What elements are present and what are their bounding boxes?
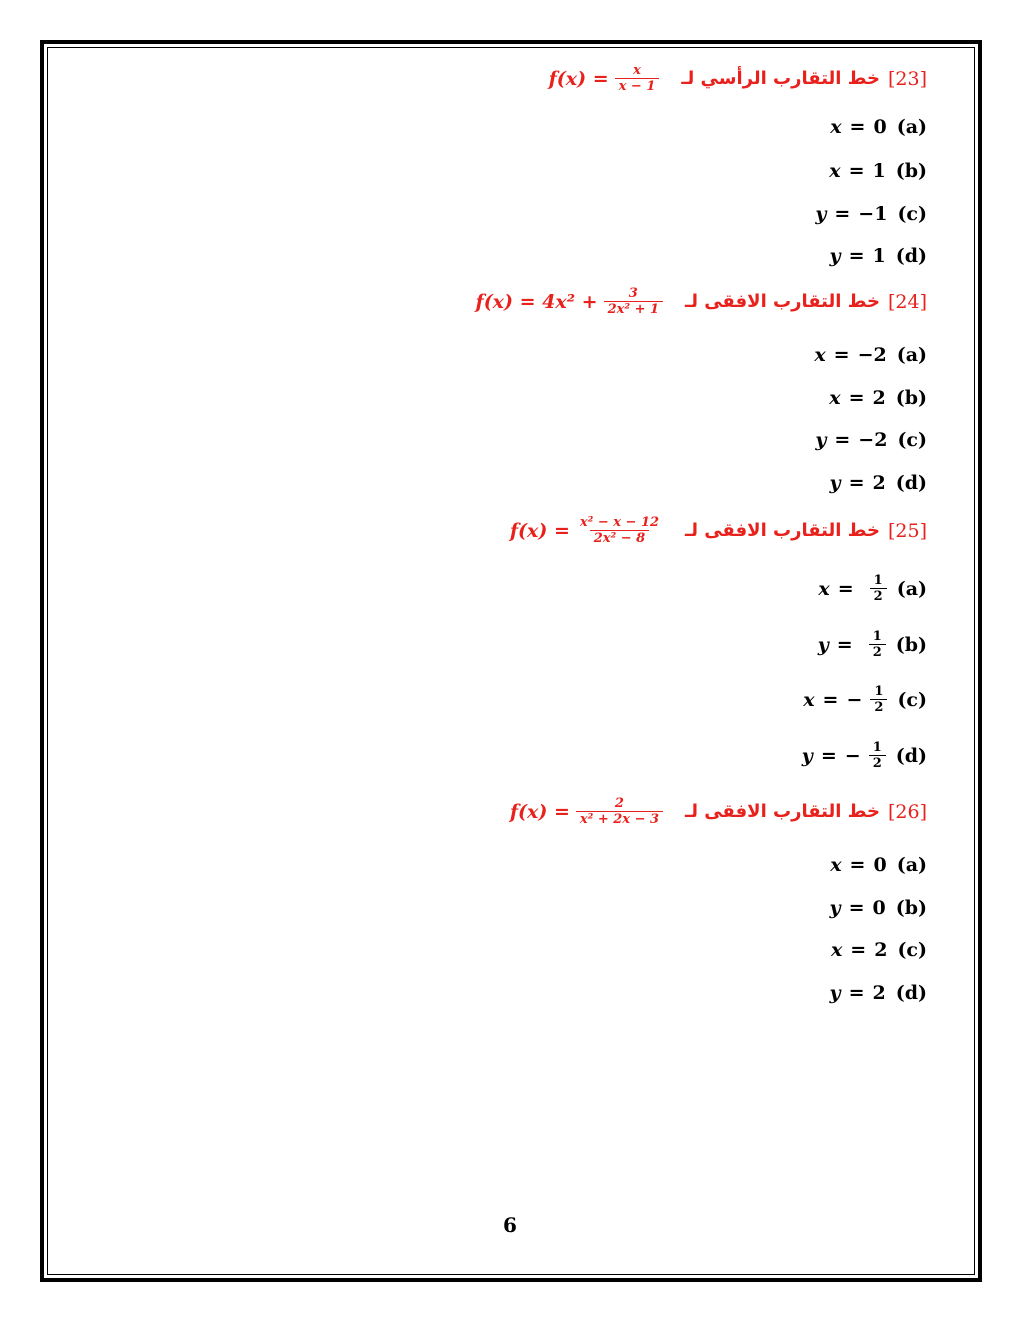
option-label: (a) (896, 577, 927, 600)
option-label: (b) (895, 160, 927, 182)
fraction-numerator: x² − x − 12 (579, 515, 660, 530)
question-26 (510, 796, 927, 827)
option-25-d[interactable]: y = − $\frac{1}{2}$ (d) (801, 740, 927, 771)
question-text: خط التقارب الرأسي لـ (681, 68, 880, 89)
formula-lhs: f(x) = (509, 519, 570, 542)
option-24-a[interactable]: x = −2 (a) (814, 344, 927, 366)
formula-fraction (604, 286, 663, 317)
question-text: خط التقارب الافقى لـ (685, 801, 880, 822)
option-label: (d) (895, 744, 927, 767)
formula-lhs: f(x) = 4x² + (475, 290, 598, 313)
question-24 (476, 286, 927, 317)
option-23-b[interactable]: x = 1 (b) (829, 160, 927, 182)
question-formula (476, 286, 664, 317)
formula-lhs: f(x) = (548, 67, 609, 90)
option-fraction: $\frac{1}{2}$ (870, 684, 887, 715)
option-label: (a) (896, 344, 927, 366)
question-25 (510, 515, 927, 546)
option-23-d[interactable]: y = 1 (d) (829, 245, 927, 267)
option-label: (d) (895, 245, 927, 267)
option-25-c[interactable]: x = − $\frac{1}{2}$ (c) (803, 684, 927, 715)
question-number: [25] (887, 519, 927, 542)
formula-fraction (615, 63, 660, 94)
option-label: (b) (895, 633, 927, 656)
option-26-d[interactable]: y = 2 (d) (829, 982, 927, 1004)
option-label: (c) (897, 939, 927, 961)
question-formula (510, 796, 663, 827)
option-25-b[interactable]: y = $\frac{1}{2}$ (b) (817, 629, 927, 660)
fraction-numerator: 2 (614, 796, 624, 811)
formula-fraction (576, 515, 663, 546)
fraction-denominator: 2x² + 1 (604, 301, 663, 317)
option-24-b[interactable]: x = 2 (b) (829, 387, 927, 409)
fraction-denominator: 2x² − 8 (590, 530, 649, 546)
option-label: (b) (895, 387, 927, 409)
option-label: (d) (895, 472, 927, 494)
fraction-denominator: x − 1 (615, 78, 660, 94)
option-label: (b) (895, 897, 927, 919)
option-26-a[interactable]: x = 0 (a) (830, 854, 927, 876)
option-label: (c) (897, 688, 927, 711)
question-text: خط التقارب الافقى لـ (685, 291, 880, 312)
option-24-d[interactable]: y = 2 (d) (829, 472, 927, 494)
question-number: [26] (887, 800, 927, 823)
option-23-c[interactable]: y = −1 (c) (815, 203, 927, 225)
formula-lhs: f(x) = (509, 800, 570, 823)
option-label: (a) (896, 116, 927, 138)
page-border-inner (47, 47, 975, 1275)
option-26-c[interactable]: x = 2 (c) (830, 939, 927, 961)
option-23-a[interactable]: x = 0 (a) (830, 116, 927, 138)
option-label: (c) (897, 429, 927, 451)
option-label: (d) (895, 982, 927, 1004)
option-25-a[interactable]: x = $\frac{1}{2}$ (a) (818, 573, 927, 604)
page-number: 6 (503, 1213, 517, 1237)
question-23 (549, 63, 927, 94)
question-formula (510, 515, 663, 546)
option-label: (a) (896, 854, 927, 876)
option-24-c[interactable]: y = −2 (c) (815, 429, 927, 451)
question-formula (549, 63, 660, 94)
question-number: [24] (887, 290, 927, 313)
question-text: خط التقارب الافقى لـ (685, 520, 880, 541)
fraction-numerator: x (633, 63, 641, 78)
option-label: (c) (897, 203, 927, 225)
question-number: [23] (887, 67, 927, 90)
option-fraction: $\frac{1}{2}$ (870, 573, 887, 604)
option-fraction: $\frac{1}{2}$ (869, 740, 886, 771)
option-fraction: $\frac{1}{2}$ (869, 629, 886, 660)
fraction-numerator: 3 (628, 286, 638, 301)
fraction-denominator: x² + 2x − 3 (576, 811, 663, 827)
formula-fraction (576, 796, 663, 827)
option-26-b[interactable]: y = 0 (b) (829, 897, 927, 919)
